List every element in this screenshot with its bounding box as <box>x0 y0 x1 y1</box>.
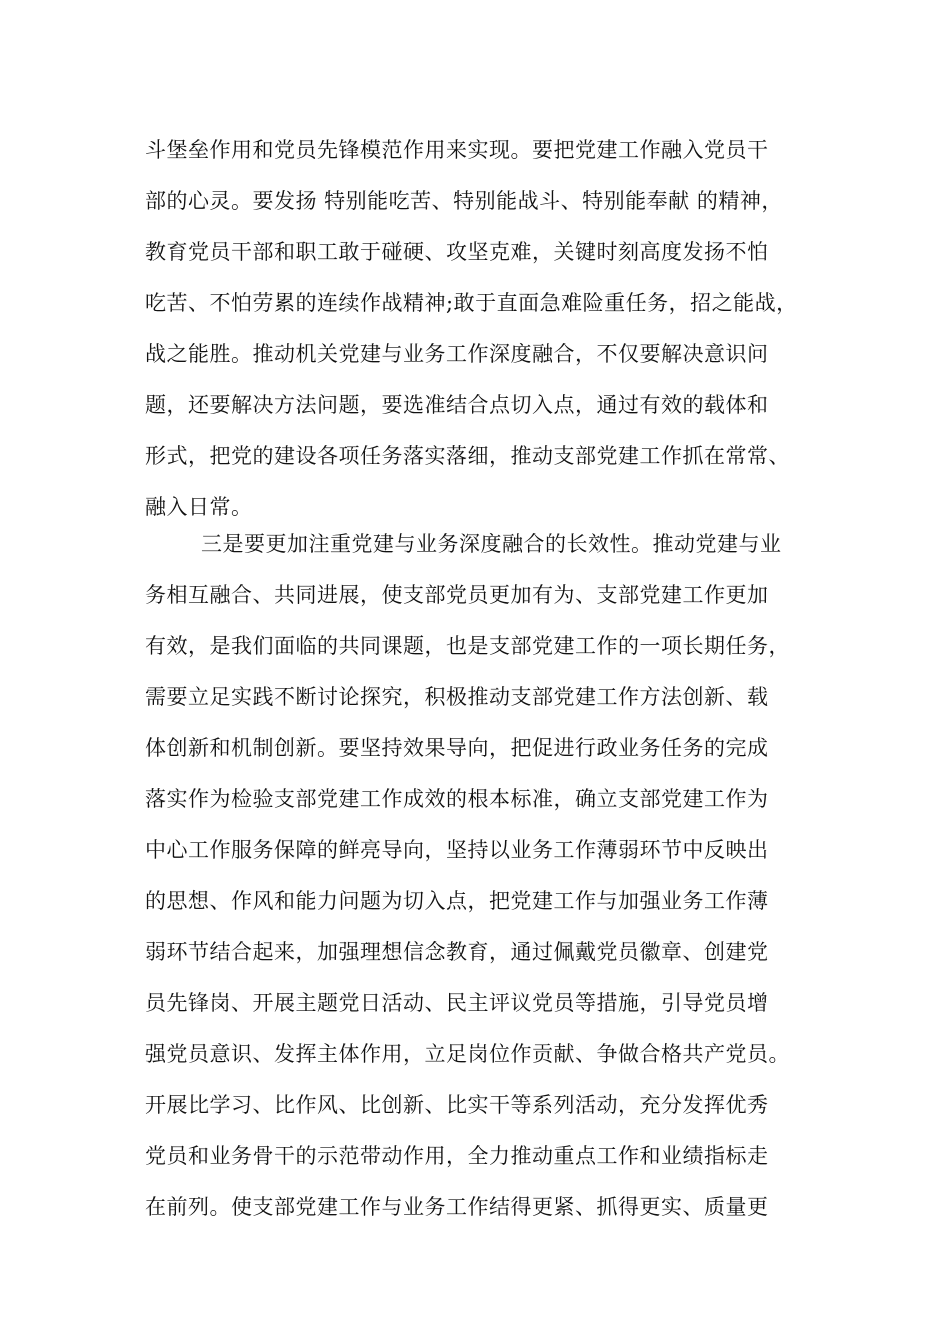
text-line: 落实作为检验支部党建工作成效的根本标准，确立支部党建工作为 <box>145 787 769 811</box>
text-line: 斗堡垒作用和党员先锋模范作用来实现。要把党建工作融入党员干 <box>145 138 769 162</box>
text-line: 开展比学习、比作风、比创新、比实干等系列活动，充分发挥优秀 <box>145 1093 769 1117</box>
text-line: 务相互融合、共同进展，使支部党员更加有为、支部党建工作更加 <box>145 583 769 607</box>
text-line: 需要立足实践不断讨论探究，积极推动支部党建工作方法创新、载 <box>145 685 769 709</box>
text-line: 三是要更加注重党建与业务深度融合的长效性。推动党建与业 <box>201 532 782 556</box>
text-line: 融入日常。 <box>145 495 253 519</box>
text-line: 党员和业务骨干的示范带动作用，全力推动重点工作和业绩指标走 <box>145 1144 769 1168</box>
text-line: 中心工作服务保障的鲜亮导向，坚持以业务工作薄弱环节中反映出 <box>145 838 769 862</box>
text-line: 题，还要解决方法问题，要选准结合点切入点，通过有效的载体和 <box>145 393 769 417</box>
text-line: 在前列。使支部党建工作与业务工作结得更紧、抓得更实、质量更 <box>145 1195 769 1219</box>
text-line: 部的心灵。要发扬 特别能吃苦、特别能战斗、特别能奉献 的精神， <box>145 189 783 213</box>
text-line: 体创新和机制创新。要坚持效果导向，把促进行政业务任务的完成 <box>145 736 769 760</box>
text-line: 员先锋岗、开展主题党日活动、民主评议党员等措施，引导党员增 <box>145 991 769 1015</box>
text-line: 战之能胜。推动机关党建与业务工作深度融合，不仅要解决意识问 <box>145 342 769 366</box>
text-line: 的思想、作风和能力问题为切入点，把党建工作与加强业务工作薄 <box>145 889 769 913</box>
text-line: 弱环节结合起来，加强理想信念教育，通过佩戴党员徽章、创建党 <box>145 940 769 964</box>
text-line: 吃苦、不怕劳累的连续作战精神;敢于直面急难险重任务，招之能战， <box>145 291 798 315</box>
text-line: 有效，是我们面临的共同课题，也是支部党建工作的一项长期任务， <box>145 634 790 658</box>
text-line: 形式，把党的建设各项任务落实落细，推动支部党建工作抓在常常、 <box>145 444 790 468</box>
text-line: 强党员意识、发挥主体作用，立足岗位作贡献、争做合格共产党员。 <box>145 1042 790 1066</box>
text-line: 教育党员干部和职工敢于碰硬、攻坚克难，关键时刻高度发扬不怕 <box>145 240 769 264</box>
